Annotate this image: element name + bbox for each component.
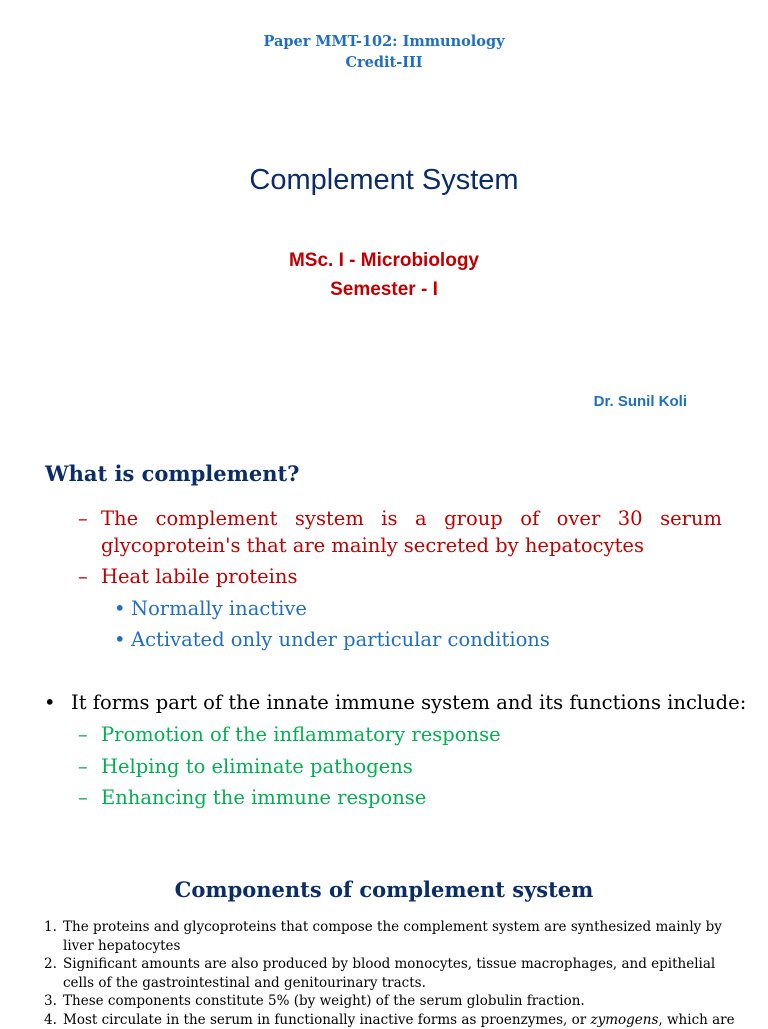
author-name: Dr. Sunil Koli [594,393,687,410]
heat-labile-item [78,563,722,590]
page-title: Complement System [0,164,768,197]
bullet-marker: • [114,626,131,653]
list-item [44,1011,750,1029]
list-number: 2. [44,955,57,974]
definition-line-2: glycoprotein's that are mainly secreted by hepatocytes [101,532,722,559]
components-list [44,918,750,1029]
dash-marker: – [78,505,88,532]
list-item-italic: zymogens [591,1012,659,1028]
definition-line-1: The complement system is a group of over 30 serum [101,505,722,532]
semester-label: Semester - I [0,279,768,301]
dash-marker: – [78,563,88,590]
list-item-text: The proteins and glycoproteins that compose the complement system are synthesized mainly by liver hepatocytes [63,919,722,954]
course-name: MSc. I - Microbiology [0,250,768,272]
dash-marker: – [78,784,88,811]
list-item [44,992,750,1011]
function-text: Enhancing the immune response [101,784,722,811]
sub-bullet-text: Normally inactive [131,597,307,620]
function-text: Promotion of the inflammatory response [101,721,722,748]
innate-immune-bullet [44,689,746,716]
sub-bullet-item [114,595,307,622]
list-item [44,918,750,955]
credit-label: Credit-III [0,54,768,71]
function-item [78,721,722,748]
dash-marker: – [78,721,88,748]
list-item-text: Significant amounts are also produced by blood monocytes, tissue macrophages, and epithelial cells of the gastrointestinal and genitourinary tracts. [63,956,715,991]
innate-immune-text: It forms part of the innate immune system and its functions include: [71,691,746,714]
list-item-text-end: , which are [658,1012,734,1028]
list-item-text: These components constitute 5% (by weight) of the serum globulin fraction. [63,993,585,1009]
list-number: 3. [44,992,57,1011]
sub-bullet-item [114,626,550,653]
paper-title: Paper MMT-102: Immunology [0,33,768,50]
list-number: 1. [44,918,57,937]
section-heading-components: Components of complement system [0,877,768,902]
list-number: 4. [44,1011,57,1029]
list-item [44,955,750,992]
list-item-text: Most circulate in the serum in functionally inactive forms as proenzymes, or [63,1012,591,1028]
function-item [78,784,722,811]
section-heading-what-is-complement: What is complement? [45,461,299,486]
dash-marker: – [78,753,88,780]
sub-bullet-text: Activated only under particular conditions [131,628,550,651]
definition-item [78,505,722,559]
function-item [78,753,722,780]
heat-labile-text: Heat labile proteins [101,563,722,590]
function-text: Helping to eliminate pathogens [101,753,722,780]
bullet-marker: • [114,595,131,622]
bullet-marker: • [44,689,71,716]
